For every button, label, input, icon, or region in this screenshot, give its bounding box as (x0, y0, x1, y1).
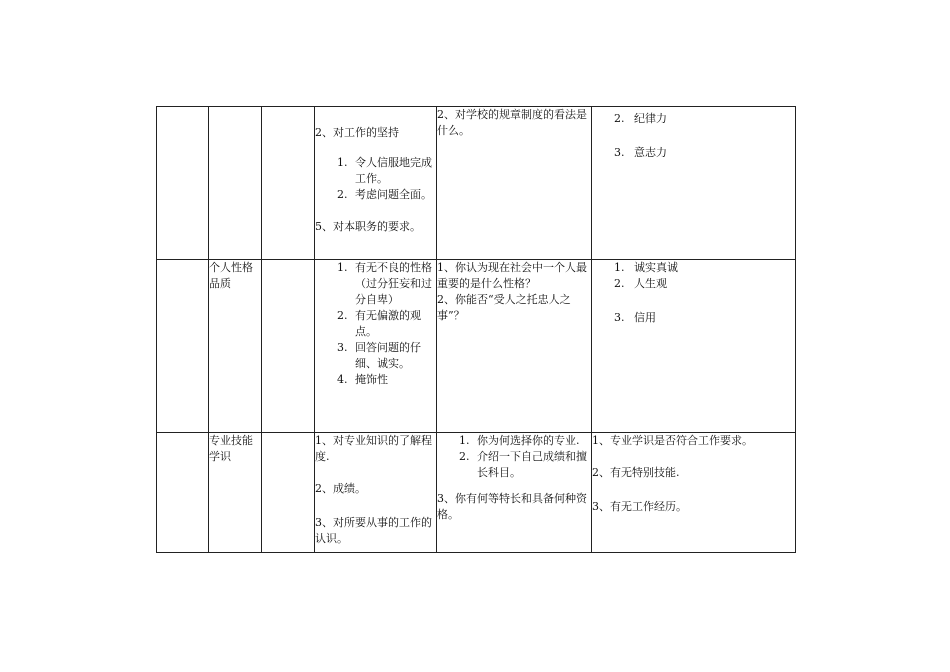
category-label: 专业技能学识 (209, 434, 253, 463)
evaluation-paragraph: 2、成绩。 (315, 482, 366, 495)
question-cell (437, 260, 592, 433)
question-paragraph: 2、对学校的规章制度的看法是什么。 (437, 108, 587, 137)
criteria-list (592, 260, 795, 326)
question-cell (437, 433, 592, 553)
criteria-paragraph: 2、有无特别技能. (592, 466, 680, 479)
category-cell (209, 260, 262, 433)
evaluation-paragraph: 1、对专业知识的了解程度. (315, 434, 432, 463)
list-item: 2. 有无偏激的观点。 (337, 309, 421, 338)
question-paragraph: 2、你能否“受人之托忠人之事”？ (437, 293, 571, 322)
question-list (437, 433, 591, 481)
table-row (157, 260, 796, 433)
blank-cell (262, 107, 315, 260)
evaluation-paragraph: 2、对工作的坚持 (315, 126, 399, 139)
list-item: 1. 有无不良的性格（过分狂妄和过分自卑） (337, 261, 432, 306)
criteria-cell (592, 107, 796, 260)
list-item: 3. 回答问题的仔细、诚实。 (337, 341, 421, 370)
evaluation-list (315, 155, 436, 203)
criteria-list (592, 111, 795, 161)
category-label: 个人性格品质 (209, 261, 253, 290)
evaluation-paragraph: 3、对所要从事的工作的认识。 (315, 516, 432, 545)
criteria-paragraph: 1、专业学识是否符合工作要求。 (592, 434, 753, 447)
category-cell (209, 107, 262, 260)
evaluation-paragraph: 5、对本职务的要求。 (315, 220, 421, 233)
evaluation-points-cell (315, 260, 437, 433)
list-item: 2. 纪律力 (614, 112, 667, 125)
evaluation-points-cell (315, 433, 437, 553)
list-item: 3. 意志力 (614, 146, 667, 159)
list-item: 3. 信用 (614, 311, 656, 324)
evaluation-points-cell (315, 107, 437, 260)
row-blank-cell (157, 433, 209, 553)
question-paragraph: 1、你认为现在社会中一个人最重要的是什么性格？ (437, 261, 587, 290)
question-cell (437, 107, 592, 260)
category-cell (209, 433, 262, 553)
list-item: 1. 令人信服地完成工作。 (337, 156, 432, 185)
table-row (157, 433, 796, 553)
criteria-paragraph: 3、有无工作经历。 (592, 500, 687, 513)
criteria-cell (592, 433, 796, 553)
row-blank-cell (157, 107, 209, 260)
list-item: 4. 掩饰性 (337, 373, 388, 386)
question-paragraph: 3、你有何等特长和具备何种资格。 (437, 492, 587, 521)
blank-cell (262, 260, 315, 433)
criteria-cell (592, 260, 796, 433)
row-blank-cell (157, 260, 209, 433)
table-row (157, 107, 796, 260)
list-item: 2. 介绍一下自己成绩和擅长科目。 (459, 450, 587, 479)
list-item: 2. 考虑问题全面。 (337, 188, 432, 201)
list-item: 1. 诚实真诚 (614, 261, 678, 274)
blank-cell (262, 433, 315, 553)
list-item: 1. 你为何选择你的专业. (459, 434, 580, 447)
interview-evaluation-table (156, 106, 796, 553)
evaluation-list (315, 260, 436, 388)
list-item: 2. 人生观 (614, 277, 667, 290)
